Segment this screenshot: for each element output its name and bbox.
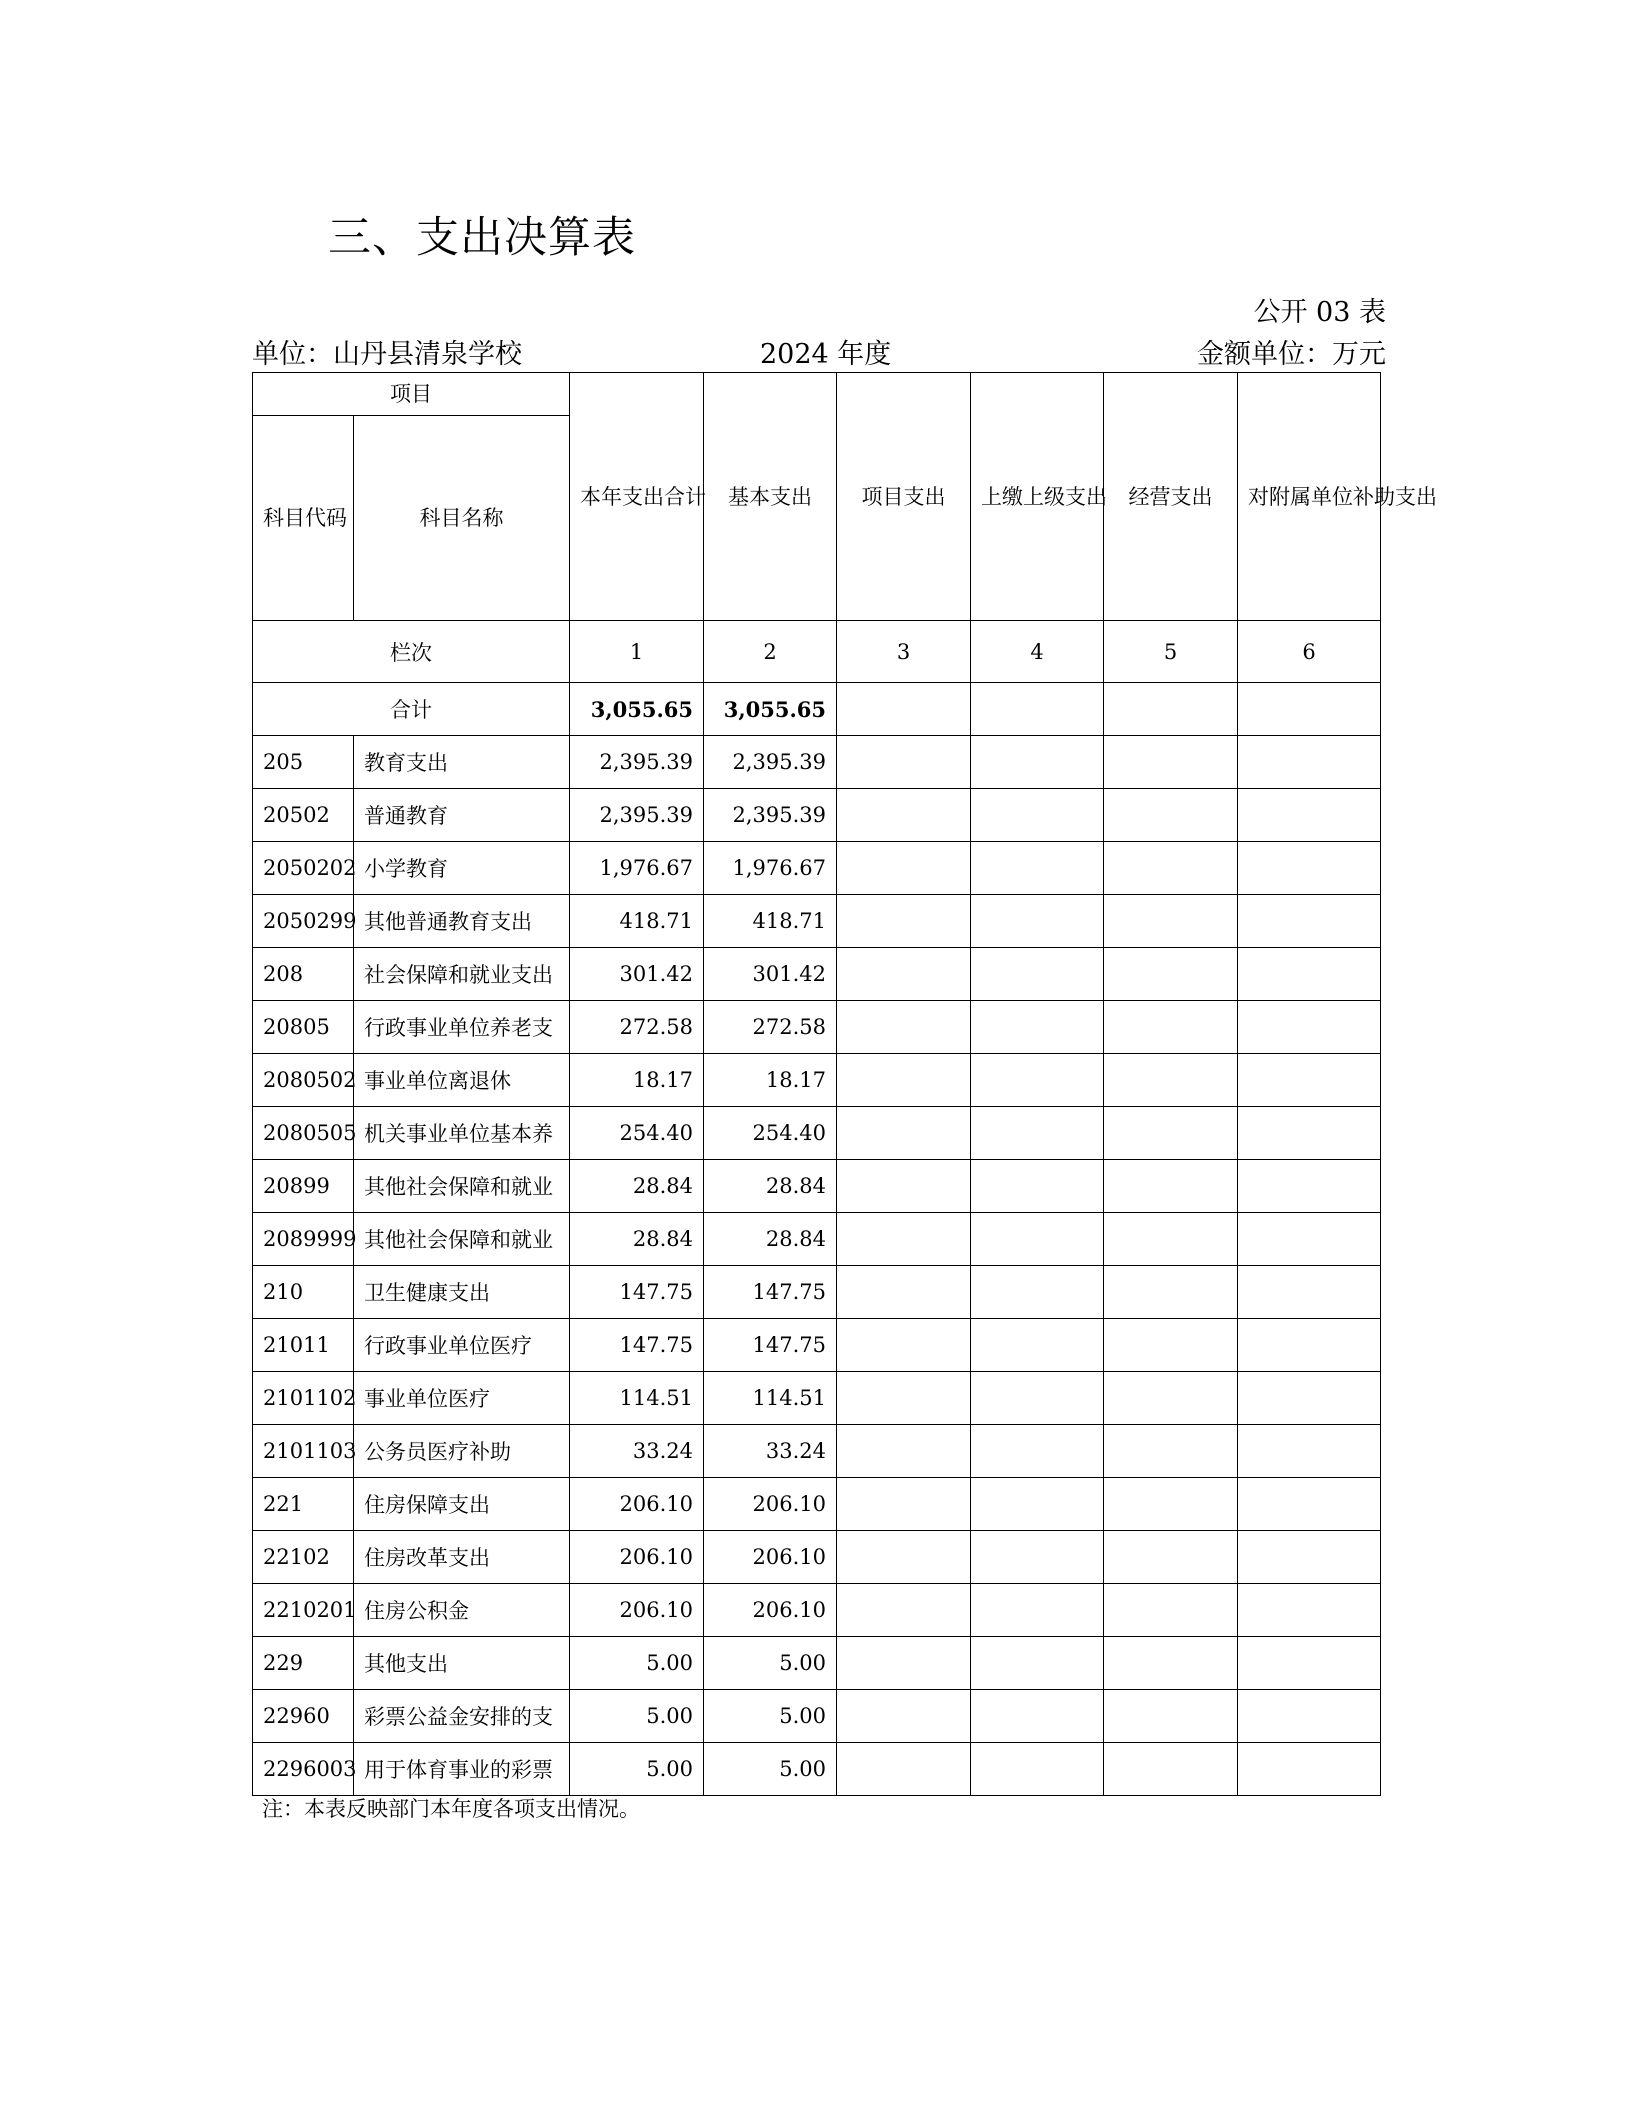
money-unit: 金额单位：万元 — [1197, 339, 1386, 370]
column-index: 6 — [1238, 621, 1381, 683]
row-project — [837, 1107, 971, 1160]
table-row — [253, 1425, 1381, 1478]
table-row — [253, 1743, 1381, 1796]
row-business — [1104, 1001, 1238, 1054]
row-upper — [971, 1213, 1104, 1266]
table-row — [253, 895, 1381, 948]
row-project — [837, 1690, 971, 1743]
row-project — [837, 1743, 971, 1796]
row-project — [837, 1160, 971, 1213]
row-upper — [971, 1266, 1104, 1319]
row-total: 2,395.39 — [570, 736, 704, 789]
row-subsidiary — [1238, 948, 1381, 1001]
header-total: 本年支出合计 — [570, 373, 704, 621]
row-upper — [971, 1054, 1104, 1107]
row-name: 用于体育事业的彩票 — [354, 1743, 570, 1796]
header-upper: 上缴上级支出 — [971, 373, 1104, 621]
expenditure-table — [252, 372, 1437, 1796]
row-subsidiary — [1238, 895, 1381, 948]
row-code: 229 — [253, 1637, 354, 1690]
table-row — [253, 789, 1381, 842]
row-total: 1,976.67 — [570, 842, 704, 895]
row-basic: 5.00 — [704, 1743, 837, 1796]
total-label: 合计 — [253, 683, 570, 736]
table-row — [253, 1266, 1381, 1319]
total-amount: 3,055.65 — [570, 683, 704, 736]
row-code: 20805 — [253, 1001, 354, 1054]
row-basic: 28.84 — [704, 1160, 837, 1213]
row-basic: 272.58 — [704, 1001, 837, 1054]
row-subsidiary — [1238, 1478, 1381, 1531]
total-upper — [971, 683, 1104, 736]
row-basic: 18.17 — [704, 1054, 837, 1107]
row-subsidiary — [1238, 1107, 1381, 1160]
row-code: 2050202 — [253, 842, 354, 895]
row-upper — [971, 1690, 1104, 1743]
row-project — [837, 1584, 971, 1637]
table-row — [253, 1637, 1381, 1690]
row-basic: 114.51 — [704, 1372, 837, 1425]
row-project — [837, 1319, 971, 1372]
row-total: 5.00 — [570, 1690, 704, 1743]
row-name: 住房改革支出 — [354, 1531, 570, 1584]
row-upper — [971, 1531, 1104, 1584]
row-code: 2089999 — [253, 1213, 354, 1266]
fiscal-year: 2024 年度 — [760, 339, 892, 370]
row-basic: 206.10 — [704, 1584, 837, 1637]
row-name: 公务员医疗补助 — [354, 1425, 570, 1478]
header-code: 科目代码 — [253, 416, 354, 621]
row-basic: 5.00 — [704, 1637, 837, 1690]
table-row — [253, 948, 1381, 1001]
row-code: 221 — [253, 1478, 354, 1531]
row-subsidiary — [1238, 789, 1381, 842]
row-total: 114.51 — [570, 1372, 704, 1425]
row-basic: 147.75 — [704, 1319, 837, 1372]
row-total: 33.24 — [570, 1425, 704, 1478]
row-subsidiary — [1238, 1531, 1381, 1584]
row-business — [1104, 1478, 1238, 1531]
table-row — [253, 1372, 1381, 1425]
total-row — [253, 683, 1381, 736]
row-basic: 301.42 — [704, 948, 837, 1001]
row-business — [1104, 1584, 1238, 1637]
row-subsidiary — [1238, 1319, 1381, 1372]
row-total: 28.84 — [570, 1213, 704, 1266]
row-name: 行政事业单位养老支 — [354, 1001, 570, 1054]
row-project — [837, 736, 971, 789]
row-upper — [971, 789, 1104, 842]
row-subsidiary — [1238, 1743, 1381, 1796]
row-name: 卫生健康支出 — [354, 1266, 570, 1319]
row-code: 21011 — [253, 1319, 354, 1372]
row-code: 2210201 — [253, 1584, 354, 1637]
table-row — [253, 1690, 1381, 1743]
row-code: 205 — [253, 736, 354, 789]
header-subsidiary: 对附属单位补助支出 — [1238, 373, 1381, 621]
total-project — [837, 683, 971, 736]
row-subsidiary — [1238, 1584, 1381, 1637]
row-total: 5.00 — [570, 1637, 704, 1690]
row-basic: 5.00 — [704, 1690, 837, 1743]
row-total: 206.10 — [570, 1531, 704, 1584]
row-name: 住房公积金 — [354, 1584, 570, 1637]
table-row — [253, 1213, 1381, 1266]
row-upper — [971, 1001, 1104, 1054]
row-name: 其他普通教育支出 — [354, 895, 570, 948]
row-upper — [971, 1160, 1104, 1213]
row-name: 事业单位医疗 — [354, 1372, 570, 1425]
row-business — [1104, 1372, 1238, 1425]
row-code: 2296003 — [253, 1743, 354, 1796]
row-subsidiary — [1238, 1054, 1381, 1107]
row-upper — [971, 1478, 1104, 1531]
row-upper — [971, 736, 1104, 789]
table-row — [253, 1001, 1381, 1054]
row-project — [837, 1266, 971, 1319]
unit-label: 单位：山丹县清泉学校 — [252, 339, 522, 370]
row-upper — [971, 948, 1104, 1001]
row-project — [837, 1001, 971, 1054]
row-business — [1104, 789, 1238, 842]
row-project — [837, 1531, 971, 1584]
row-basic: 206.10 — [704, 1478, 837, 1531]
row-total: 301.42 — [570, 948, 704, 1001]
row-name: 其他支出 — [354, 1637, 570, 1690]
row-subsidiary — [1238, 1425, 1381, 1478]
page-title: 三、支出决算表 — [328, 213, 636, 263]
row-name: 事业单位离退休 — [354, 1054, 570, 1107]
row-name: 彩票公益金安排的支 — [354, 1690, 570, 1743]
header-basic: 基本支出 — [704, 373, 837, 621]
row-basic: 147.75 — [704, 1266, 837, 1319]
row-code: 20899 — [253, 1160, 354, 1213]
table-row — [253, 1478, 1381, 1531]
row-name: 小学教育 — [354, 842, 570, 895]
table-row — [253, 842, 1381, 895]
row-total: 5.00 — [570, 1743, 704, 1796]
row-subsidiary — [1238, 1372, 1381, 1425]
column-index: 5 — [1104, 621, 1238, 683]
row-name: 其他社会保障和就业 — [354, 1160, 570, 1213]
row-total: 418.71 — [570, 895, 704, 948]
row-project — [837, 948, 971, 1001]
row-code: 210 — [253, 1266, 354, 1319]
row-code: 22102 — [253, 1531, 354, 1584]
row-subsidiary — [1238, 1690, 1381, 1743]
row-business — [1104, 1743, 1238, 1796]
row-project — [837, 895, 971, 948]
row-basic: 28.84 — [704, 1213, 837, 1266]
row-total: 18.17 — [570, 1054, 704, 1107]
row-business — [1104, 1160, 1238, 1213]
row-code: 22960 — [253, 1690, 354, 1743]
column-index-row — [253, 621, 1381, 683]
row-business — [1104, 842, 1238, 895]
column-index: 3 — [837, 621, 971, 683]
row-subsidiary — [1238, 842, 1381, 895]
column-index: 2 — [704, 621, 837, 683]
row-business — [1104, 1319, 1238, 1372]
total-business — [1104, 683, 1238, 736]
row-code: 2101102 — [253, 1372, 354, 1425]
row-code: 2080505 — [253, 1107, 354, 1160]
row-business — [1104, 736, 1238, 789]
row-total: 206.10 — [570, 1478, 704, 1531]
row-total: 147.75 — [570, 1319, 704, 1372]
row-business — [1104, 1637, 1238, 1690]
row-name: 其他社会保障和就业 — [354, 1213, 570, 1266]
table-row — [253, 1107, 1381, 1160]
row-basic: 1,976.67 — [704, 842, 837, 895]
column-index-label: 栏次 — [253, 621, 570, 683]
row-upper — [971, 1372, 1104, 1425]
row-total: 28.84 — [570, 1160, 704, 1213]
row-subsidiary — [1238, 1160, 1381, 1213]
row-project — [837, 789, 971, 842]
row-business — [1104, 1107, 1238, 1160]
form-number: 公开 03 表 — [1253, 297, 1386, 328]
row-upper — [971, 1637, 1104, 1690]
row-total: 254.40 — [570, 1107, 704, 1160]
row-code: 2101103 — [253, 1425, 354, 1478]
row-total: 272.58 — [570, 1001, 704, 1054]
column-index: 1 — [570, 621, 704, 683]
header-project: 项目支出 — [837, 373, 971, 621]
table-row — [253, 1054, 1381, 1107]
row-name: 行政事业单位医疗 — [354, 1319, 570, 1372]
row-upper — [971, 1425, 1104, 1478]
row-code: 2080502 — [253, 1054, 354, 1107]
row-subsidiary — [1238, 1637, 1381, 1690]
column-index: 4 — [971, 621, 1104, 683]
table-row — [253, 1319, 1381, 1372]
row-business — [1104, 1531, 1238, 1584]
row-basic: 254.40 — [704, 1107, 837, 1160]
total-basic: 3,055.65 — [704, 683, 837, 736]
row-business — [1104, 1690, 1238, 1743]
row-basic: 2,395.39 — [704, 736, 837, 789]
row-upper — [971, 1107, 1104, 1160]
row-subsidiary — [1238, 1213, 1381, 1266]
table-row — [253, 736, 1381, 789]
header-business: 经营支出 — [1104, 373, 1238, 621]
row-business — [1104, 948, 1238, 1001]
row-upper — [971, 895, 1104, 948]
row-name: 社会保障和就业支出 — [354, 948, 570, 1001]
row-subsidiary — [1238, 1001, 1381, 1054]
table-row — [253, 1584, 1381, 1637]
row-basic: 206.10 — [704, 1531, 837, 1584]
row-upper — [971, 1743, 1104, 1796]
footnote: 注：本表反映部门本年度各项支出情况。 — [262, 1797, 640, 1821]
row-project — [837, 1372, 971, 1425]
row-project — [837, 1478, 971, 1531]
row-upper — [971, 1584, 1104, 1637]
row-basic: 33.24 — [704, 1425, 837, 1478]
row-upper — [971, 1319, 1104, 1372]
row-project — [837, 1213, 971, 1266]
table-row — [253, 1160, 1381, 1213]
row-total: 147.75 — [570, 1266, 704, 1319]
header-item: 项目 — [253, 373, 570, 416]
row-project — [837, 1054, 971, 1107]
row-project — [837, 1637, 971, 1690]
row-business — [1104, 895, 1238, 948]
row-total: 206.10 — [570, 1584, 704, 1637]
row-name: 住房保障支出 — [354, 1478, 570, 1531]
row-code: 2050299 — [253, 895, 354, 948]
row-subsidiary — [1238, 736, 1381, 789]
total-subsidiary — [1238, 683, 1381, 736]
row-business — [1104, 1054, 1238, 1107]
row-name: 教育支出 — [354, 736, 570, 789]
row-code: 208 — [253, 948, 354, 1001]
row-business — [1104, 1425, 1238, 1478]
row-total: 2,395.39 — [570, 789, 704, 842]
row-basic: 2,395.39 — [704, 789, 837, 842]
row-business — [1104, 1213, 1238, 1266]
row-upper — [971, 842, 1104, 895]
header-name: 科目名称 — [354, 416, 570, 621]
row-name: 机关事业单位基本养 — [354, 1107, 570, 1160]
row-code: 20502 — [253, 789, 354, 842]
table-row — [253, 1531, 1381, 1584]
row-business — [1104, 1266, 1238, 1319]
row-basic: 418.71 — [704, 895, 837, 948]
row-subsidiary — [1238, 1266, 1381, 1319]
row-project — [837, 842, 971, 895]
row-name: 普通教育 — [354, 789, 570, 842]
row-project — [837, 1425, 971, 1478]
